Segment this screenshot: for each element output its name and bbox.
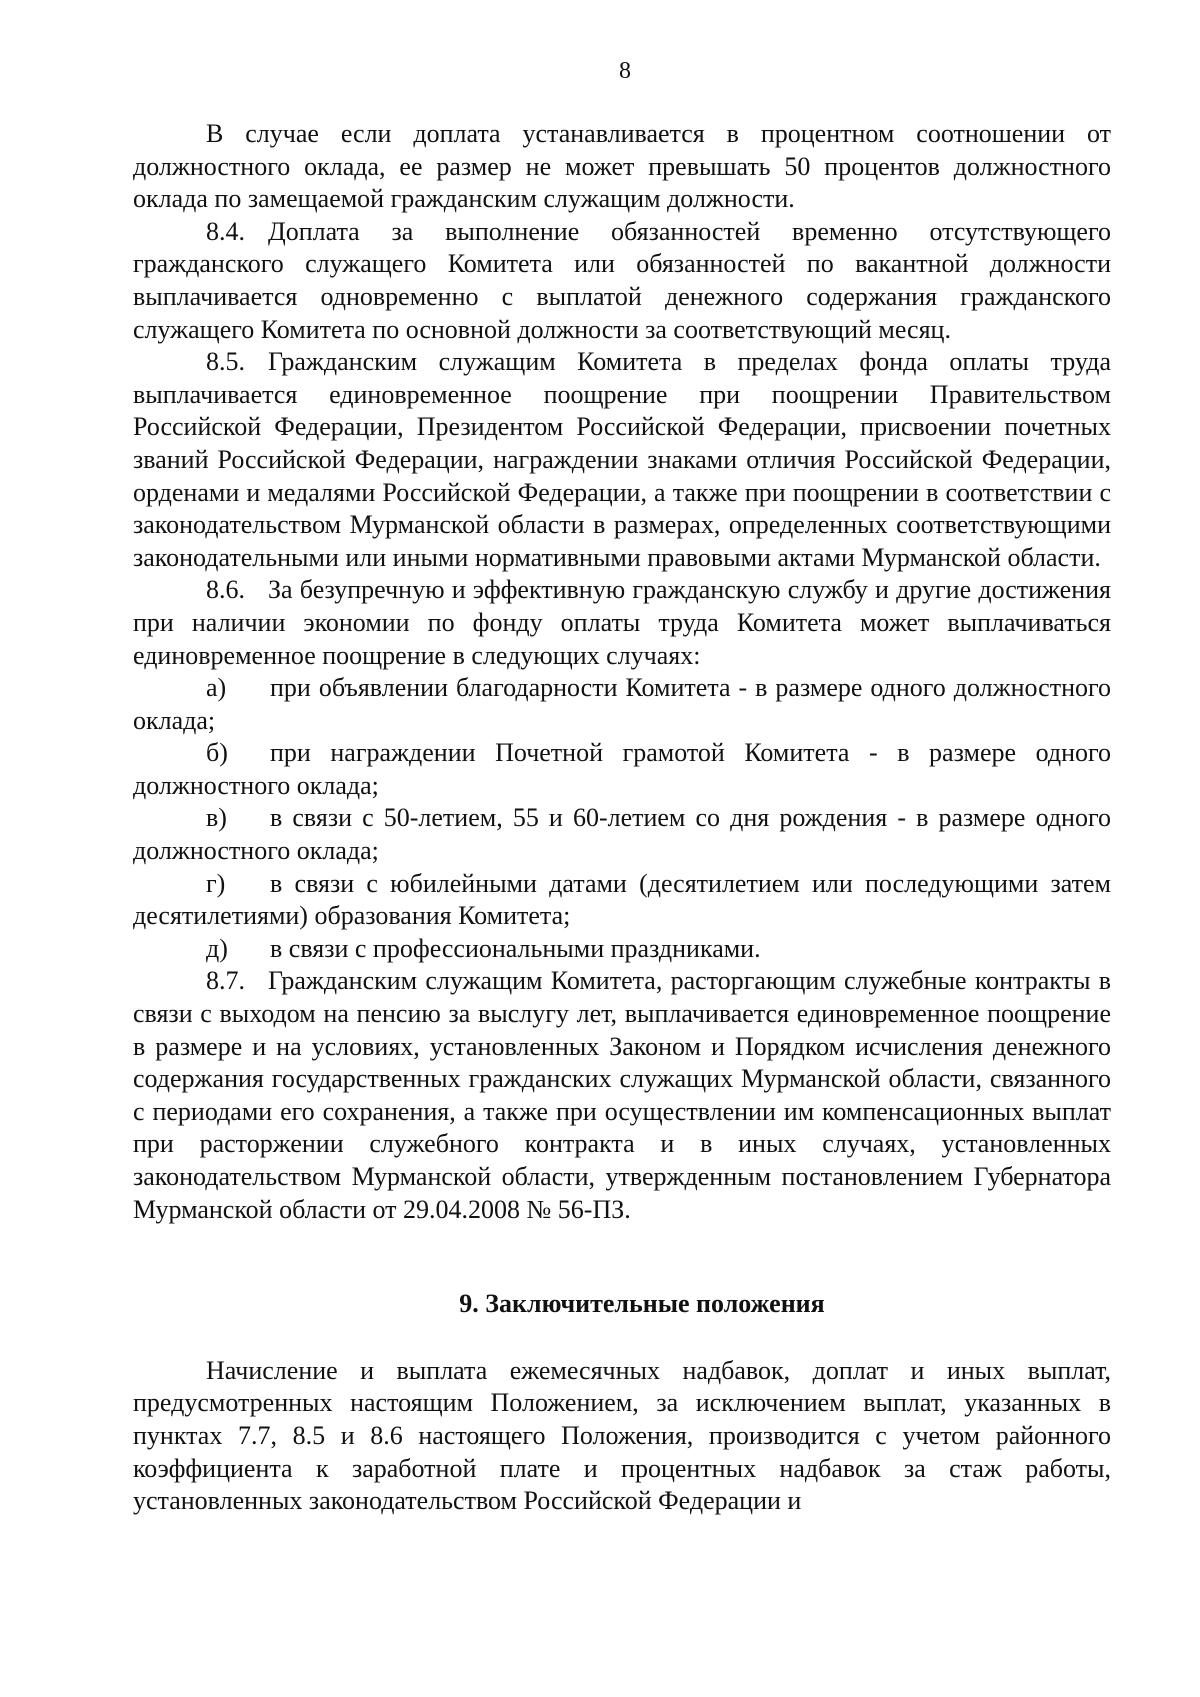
list-item-text: в связи с профессиональными праздниками. [270,933,761,963]
list-item-letter: а) [206,673,227,703]
paragraph-8-6 [133,574,1111,672]
list-item-letter: г) [206,868,226,898]
clause-text: Доплата за выполнение обязанностей временно отсутствующего гражданского служащего Комитета или обязанностей по вакантной должности выплачивается одновременно с выплатой денежного содержания гражданского служащего Комитета по основной должности за соответствующий месяц. [133,216,1111,344]
list-item [133,933,1111,966]
clause-text: За безупречную и эффективную гражданскую службу и другие достижения при наличии экономии по фонду оплаты труда Комитета может выплачиваться единовременное поощрение в следующих случаях: [133,575,1111,670]
list-item-text: в связи с юбилейными датами (десятилетием или последующими затем десятилетиями) образования Комитета; [133,868,1111,931]
list-item-text: при награждении Почетной грамотой Комитета - в размере одного должностного оклада; [133,738,1111,800]
paragraph-8-7 [133,965,1111,1226]
clause-text: Гражданским служащим Комитета в пределах фонда оплаты труда выплачивается единовременное поощрение при поощрении Правительством Российской Федерации, Президентом Российской Федерации, присвоении почетных званий Российской Федерации, награждении знаками отличия Российской Федерации, орденами и медалями Российской Федерации, а также при поощрении в соответствии с законодательством Мурманской области в размерах, определенных соответствующими законодательными или иными нормативными правовыми актами Мурманской области. [133,347,1111,572]
document-body [133,118,1111,1518]
clause-number: 8.5. [206,347,245,377]
list-item-letter: б) [206,738,228,768]
list-item-text: при объявлении благодарности Комитета - в размере одного должностного оклада; [133,673,1111,735]
list-item [133,802,1111,867]
paragraph-final: Начисление и выплата ежемесячных надбавок, доплат и иных выплат, предусмотренных настоящим Положением, за исключением выплат, указанных в пунктах 7.7, 8.5 и 8.6 настоящего Положения, производится с учетом районного коэффициента к заработной плате и процентных надбавок за стаж работы, установленных законодательством Российской Федерации и [133,1355,1111,1516]
section-spacer [133,1226,1111,1288]
paragraph-8-5 [133,346,1111,574]
list-item [133,672,1111,737]
list-item-letter: д) [206,933,228,963]
clause-text: Гражданским служащим Комитета, расторгающим служебные контракты в связи с выходом на пенсию за выслугу лет, выплачивается единовременное поощрение в размере и на условиях, установленных Законом и Порядком исчисления денежного содержания государственных гражданских служащих Мурманской области, связанного с периодами его сохранения, а также при осуществлении им компенсационных выплат при расторжении служебного контракта и в иных случаях, установленных законодательством Мурманской области, утвержденным постановлением Губернатора Мурманской области от 29.04.2008 № 56-ПЗ. [133,966,1111,1224]
list-item-letter: в) [206,803,227,833]
clause-number: 8.4. [206,216,245,246]
list-item [133,868,1111,933]
page-number: 8 [619,58,631,84]
clause-number: 8.7. [206,966,245,996]
paragraph-8-4 [133,216,1111,346]
section-heading: 9. Заключительные положения [459,1289,825,1319]
paragraph-surcharge-limit: В случае если доплата устанавливается в процентном соотношении от должностного оклада, ее размер не может превышать 50 процентов должностного оклада по замещаемой гражданским служащим должности. [133,119,1111,214]
heading-spacer [133,1321,1111,1355]
clause-number: 8.6. [206,575,245,605]
list-item-text: в связи с 50-летием, 55 и 60-летием со дня рождения - в размере одного должностного оклада; [133,803,1111,866]
list-item [133,737,1111,802]
